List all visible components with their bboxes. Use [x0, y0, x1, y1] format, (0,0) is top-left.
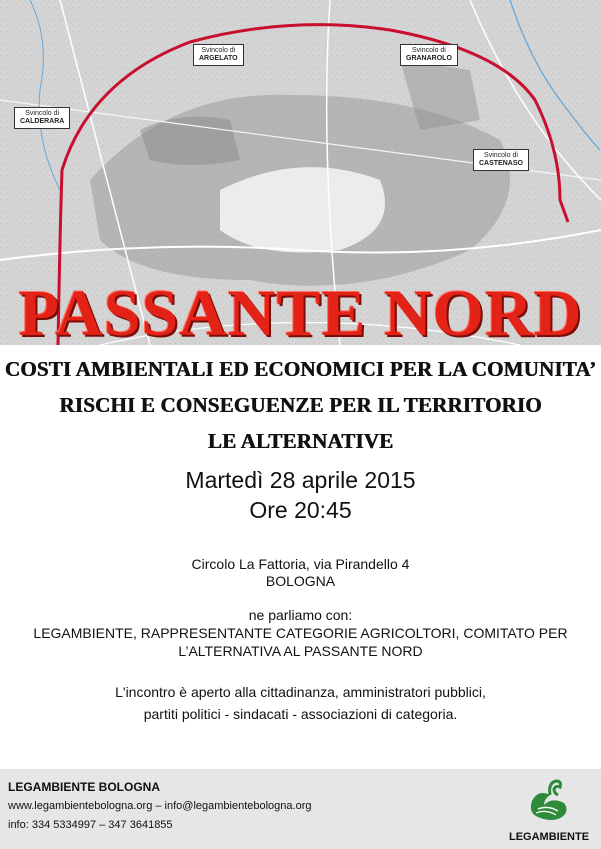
speakers-list-1: LEGAMBIENTE, RAPPRESENTANTE CATEGORIE AGRICOLTORI, COMITATO PER: [33, 625, 568, 641]
venue-city: BOLOGNA: [265, 573, 336, 589]
legambiente-logo: [509, 777, 589, 843]
label-castenaso: Svincolo di CASTENASO: [473, 149, 529, 171]
label-calderara: Svincolo di CALDERARA: [14, 107, 70, 129]
venue-address: Circolo La Fattoria, via Pirandello 4: [191, 556, 410, 572]
event-title: PASSANTE NORD: [18, 277, 583, 350]
openness-line-1: L'incontro è aperto alla cittadinanza, amministratori pubblici,: [115, 684, 486, 700]
speakers-list-2: L’ALTERNATIVA AL PASSANTE NORD: [178, 643, 423, 659]
logo-text: LEGAMBIENTE: [509, 831, 590, 843]
footer: [0, 769, 601, 849]
swan-logo-icon: [524, 777, 574, 823]
footer-contacts: www.legambientebologna.org – info@legambientebologna.org: [8, 800, 312, 812]
label-argelato: Svincolo di ARGELATO: [193, 44, 244, 66]
openness-line-2: partiti politici - sindacati - associazioni di categoria.: [143, 706, 458, 722]
subtitle-risks: RISCHI E CONSEGUENZE PER IL TERRITORIO: [59, 393, 542, 417]
event-date: Martedì 28 aprile 2015: [185, 467, 416, 493]
footer-org: LEGAMBIENTE BOLOGNA: [8, 780, 160, 794]
event-time: Ore 20:45: [249, 497, 352, 523]
label-granarolo: Svincolo di GRANAROLO: [400, 44, 458, 66]
subtitle-costs: COSTI AMBIENTALI ED ECONOMICI PER LA COMUNITA’: [4, 357, 597, 381]
footer-phones: info: 334 5334997 – 347 3641855: [8, 819, 173, 831]
subtitle-alternatives: LE ALTERNATIVE: [207, 429, 394, 453]
speakers-intro: ne parliamo con:: [248, 607, 353, 623]
